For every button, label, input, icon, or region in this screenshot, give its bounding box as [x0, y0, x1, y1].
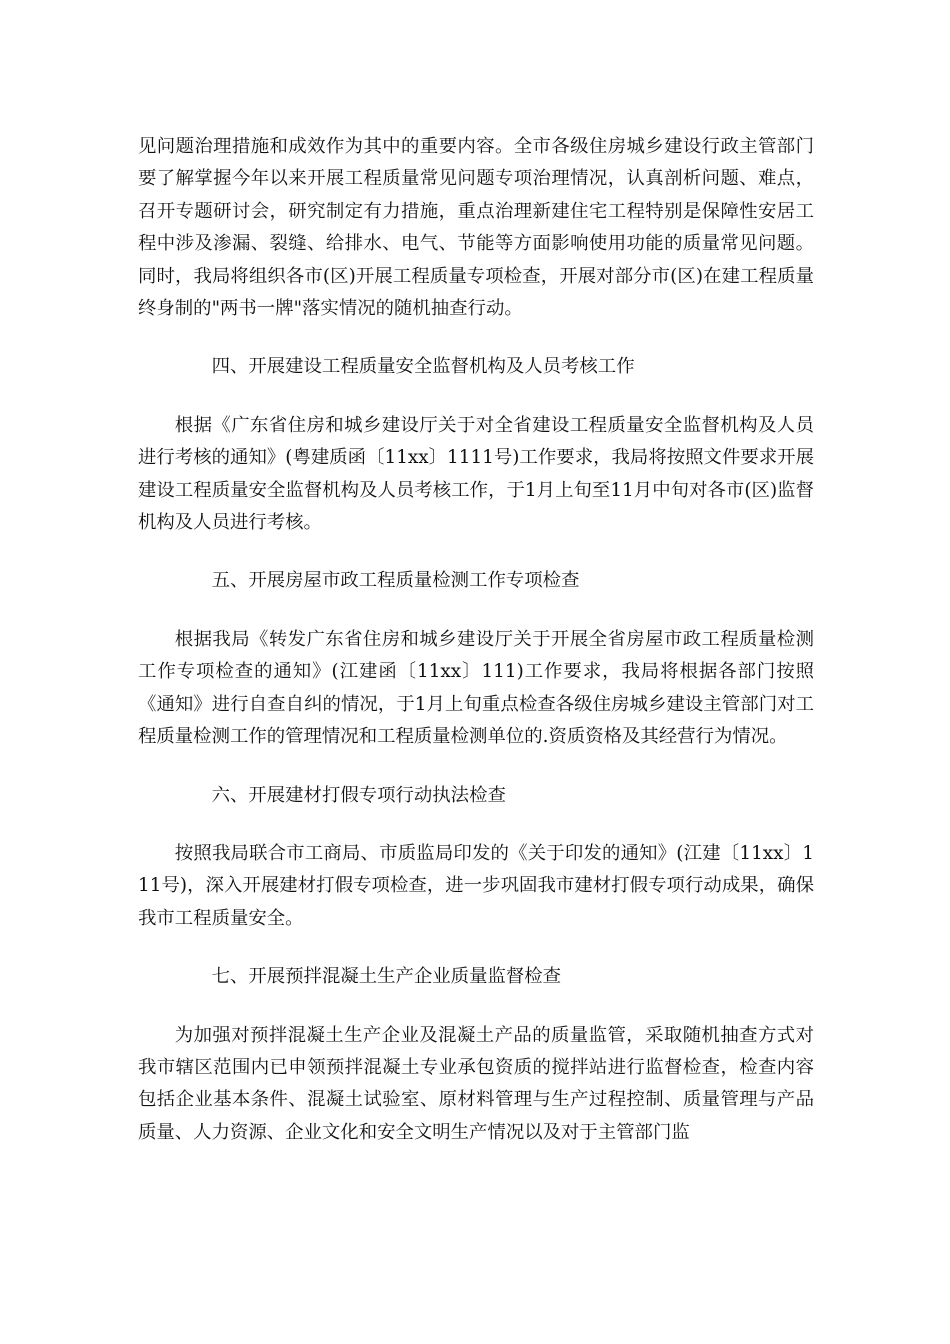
- paragraph-section-5: 根据我局《转发广东省住房和城乡建设厅关于开展全省房屋市政工程质量检测工作专项检查的通知》(江建函〔11xx〕111)工作要求，我局将根据各部门按照《通知》进行自查自纠的情况，于1月上旬重点检查各级住房城乡建设主管部门对工程质量检测工作的管理情况和工程质量检测单位的.资质资格及其经营行为情况。: [138, 628, 814, 748]
- paragraph-section-4: 根据《广东省住房和城乡建设厅关于对全省建设工程质量安全监督机构及人员进行考核的通知》(粤建质函〔11xx〕1111号)工作要求，我局将按照文件要求开展建设工程质量安全监督机构及人员考核工作，于1月上旬至11月中旬对各市(区)监督机构及人员进行考核。: [138, 414, 814, 534]
- section-heading-4: 四、开展建设工程质量安全监督机构及人员考核工作: [211, 356, 635, 378]
- paragraph-section-6: 按照我局联合市工商局、市质监局印发的《关于印发的通知》(江建〔11xx〕111号)，深入开展建材打假专项检查，进一步巩固我市建材打假专项行动成果，确保我市工程质量安全。: [138, 842, 814, 929]
- section-heading-6: 六、开展建材打假专项行动执法检查: [211, 784, 506, 806]
- document-body: [138, 131, 814, 1175]
- paragraph-section-7: 为加强对预拌混凝土生产企业及混凝土产品的质量监管，采取随机抽查方式对我市辖区范围内已申领预拌混凝土专业承包资质的搅拌站进行监督检查，检查内容包括企业基本条件、混凝土试验室、原材料管理与生产过程控制、质量管理与产品质量、人力资源、企业文化和安全文明生产情况以及对于主管部门监: [138, 1024, 814, 1143]
- section-heading-7: 七、开展预拌混凝土生产企业质量监督检查: [211, 966, 562, 988]
- paragraph-intro: 见问题治理措施和成效作为其中的重要内容。全市各级住房城乡建设行政主管部门要了解掌握今年以来开展工程质量常见问题专项治理情况，认真剖析问题、难点，召开专题研讨会，研究制定有力措施，重点治理新建住宅工程特别是保障性安居工程中涉及渗漏、裂缝、给排水、电气、节能等方面影响使用功能的质量常见问题。同时，我局将组织各市(区)开展工程质量专项检查，开展对部分市(区)在建工程质量终身制的"两书一牌"落实情况的随机抽查行动。: [138, 136, 814, 320]
- section-heading-5: 五、开展房屋市政工程质量检测工作专项检查: [211, 570, 580, 592]
